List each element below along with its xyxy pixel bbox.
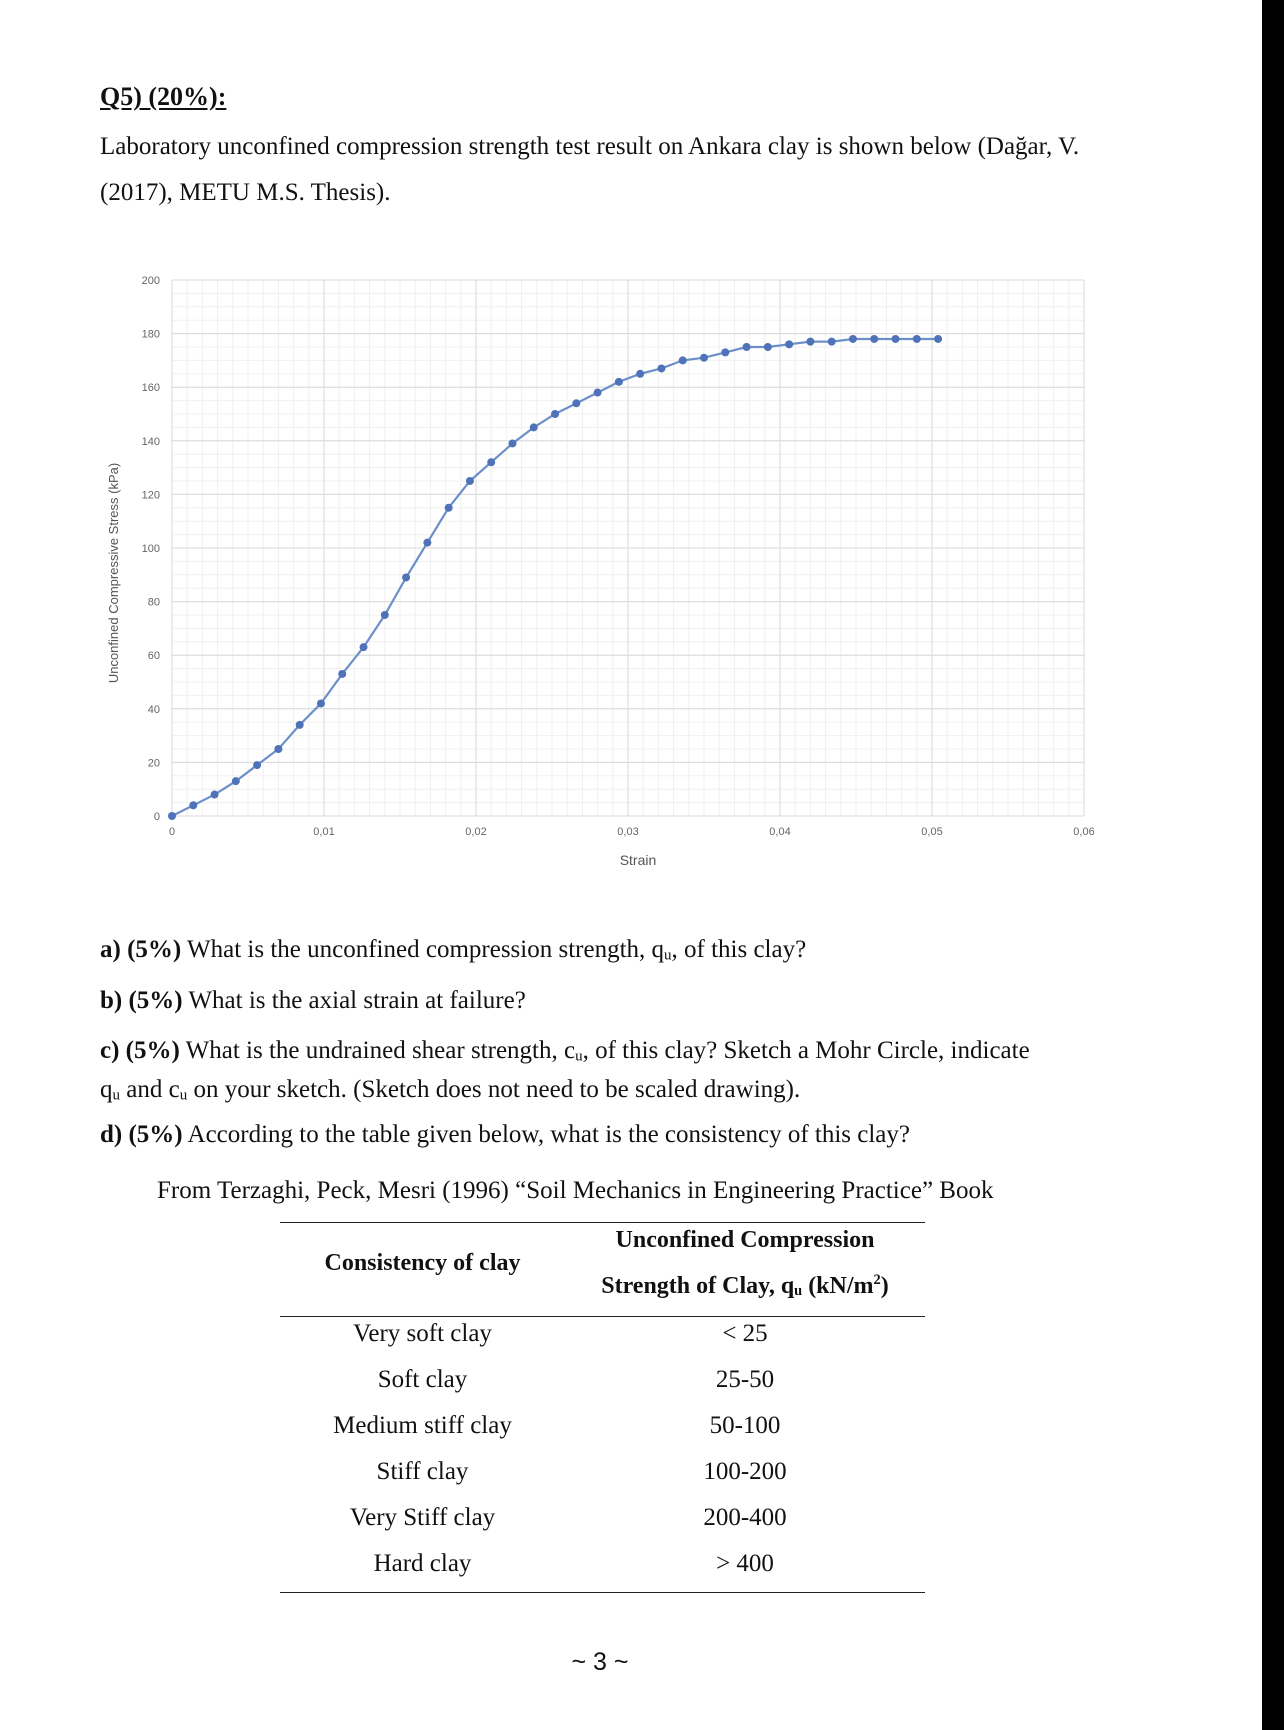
data-point xyxy=(657,364,665,372)
y-tick-label: 80 xyxy=(147,596,160,609)
table-cell-strength: < 25 xyxy=(722,1320,768,1347)
intro-paragraph: Laboratory unconfined compression strength test result on Ankara clay is shown below (Dağar, V. (2017), METU M.S. Thesis). xyxy=(100,133,1080,206)
question-c-q: q xyxy=(100,1076,113,1104)
question-c-label: c) (5%) xyxy=(100,1037,180,1064)
question-heading: Q5) (20%): xyxy=(100,82,227,111)
table-cell-strength: 25-50 xyxy=(715,1366,775,1393)
table-cell-consistency: Very Stiff clay xyxy=(349,1504,496,1531)
table-cell-consistency: Soft clay xyxy=(377,1366,468,1393)
data-point xyxy=(466,477,474,485)
table-header-qu-subscript: u xyxy=(794,1283,803,1300)
data-point xyxy=(870,335,878,343)
table-cell-strength: 200-400 xyxy=(703,1504,787,1531)
data-point xyxy=(594,389,602,397)
data-point xyxy=(274,745,282,753)
table-cell-consistency: Medium stiff clay xyxy=(333,1412,512,1439)
stress-strain-chart xyxy=(100,258,1110,878)
data-point xyxy=(360,643,368,651)
y-tick-label: 180 xyxy=(141,328,160,341)
data-point xyxy=(402,573,410,581)
data-point xyxy=(721,348,729,356)
data-point xyxy=(445,504,453,512)
y-tick-label: 140 xyxy=(141,435,160,448)
y-tick-label: 60 xyxy=(147,650,160,663)
table-header-strength-line2 xyxy=(565,1272,925,1300)
data-point xyxy=(381,611,389,619)
y-tick-label: 40 xyxy=(147,703,160,716)
table-top-rule xyxy=(280,1222,925,1223)
table-cell-strength: > 400 xyxy=(716,1550,774,1577)
question-b-label: b) (5%) xyxy=(100,987,183,1014)
data-point xyxy=(892,335,900,343)
table-header-consistency: Consistency of clay xyxy=(324,1250,521,1276)
question-c-text-2: , of this clay? Sketch a Mohr Circle, indicate xyxy=(582,1037,1030,1064)
question-d xyxy=(100,1118,1160,1152)
x-tick-label: 0,02 xyxy=(465,826,487,838)
data-point xyxy=(253,761,261,769)
data-point xyxy=(487,458,495,466)
x-tick-label: 0,03 xyxy=(617,826,639,838)
data-point xyxy=(743,343,751,351)
y-tick-label: 160 xyxy=(141,382,160,395)
data-point xyxy=(296,721,304,729)
cu-subscript-2: u xyxy=(179,1087,188,1104)
table-header-rule xyxy=(280,1316,925,1317)
table-cell-consistency: Very soft clay xyxy=(353,1320,492,1347)
x-tick-label: 0,04 xyxy=(769,826,791,838)
table-header-unit-superscript: 2 xyxy=(873,1272,881,1288)
x-tick-label: 0,06 xyxy=(1073,826,1095,838)
table-cell-consistency: Hard clay xyxy=(373,1550,472,1577)
question-c-and: and c xyxy=(120,1076,180,1104)
x-tick-label: 0,01 xyxy=(313,826,335,838)
table-bottom-rule xyxy=(280,1592,925,1593)
data-point xyxy=(636,370,644,378)
question-a-text: What is the unconfined compression strength, q xyxy=(181,936,665,963)
question-a-label: a) (5%) xyxy=(100,936,182,963)
right-edge-bar xyxy=(1262,0,1284,1730)
y-tick-label: 200 xyxy=(141,275,160,287)
table-cell-consistency: Stiff clay xyxy=(376,1458,469,1485)
table-header-unit: (kN/m xyxy=(802,1273,874,1299)
qu-subscript-2: u xyxy=(112,1087,120,1104)
data-point xyxy=(764,343,772,351)
data-point xyxy=(785,340,793,348)
data-point xyxy=(913,335,921,343)
chart-svg xyxy=(100,258,1110,878)
data-point xyxy=(508,439,516,447)
y-tick-label: 100 xyxy=(141,543,160,555)
data-point xyxy=(168,812,176,820)
cu-subscript: u xyxy=(575,1048,583,1065)
y-axis-label: Unconfined Compressive Stress (kPa) xyxy=(106,462,121,684)
qu-subscript: u xyxy=(664,947,672,964)
question-c-text: What is the undrained shear strength, c xyxy=(179,1037,576,1064)
table-cell-strength: 100-200 xyxy=(703,1458,787,1485)
question-c xyxy=(100,1034,1160,1113)
data-point xyxy=(679,356,687,364)
data-point xyxy=(551,410,559,418)
x-tick-label: 0,05 xyxy=(921,826,943,838)
table-cell-strength: 50-100 xyxy=(709,1412,781,1439)
y-tick-label: 20 xyxy=(147,757,160,770)
data-point xyxy=(189,801,197,809)
data-point xyxy=(232,777,240,785)
table-source-caption: From Terzaghi, Peck, Mesri (1996) “Soil Mechanics in Engineering Practice” Book xyxy=(157,1177,994,1204)
data-point xyxy=(934,335,942,343)
data-point xyxy=(530,423,538,431)
data-point xyxy=(317,699,325,707)
question-a-text-end: , of this clay? xyxy=(671,936,807,963)
y-tick-label: 0 xyxy=(153,811,160,823)
y-tick-label: 120 xyxy=(141,489,160,502)
x-axis-label: Strain xyxy=(619,852,657,868)
question-d-label: d) (5%) xyxy=(100,1121,183,1148)
question-d-text: According to the table given below, what is the consistency of this clay? xyxy=(182,1121,910,1148)
data-point xyxy=(849,335,857,343)
data-point xyxy=(423,539,431,547)
table-header-strength-text: Strength of Clay, q xyxy=(601,1273,795,1299)
data-point xyxy=(700,354,708,362)
data-point xyxy=(211,791,219,799)
data-point xyxy=(806,338,814,346)
data-point xyxy=(338,670,346,678)
page-number: ~ 3 ~ xyxy=(571,1648,629,1676)
data-point xyxy=(828,338,836,346)
data-point xyxy=(615,378,623,386)
data-point xyxy=(572,399,580,407)
question-a xyxy=(100,933,1160,972)
x-tick-label: 0 xyxy=(168,826,176,838)
question-b-text: What is the axial strain at failure? xyxy=(182,987,526,1014)
table-header-strength-line1: Unconfined Compression xyxy=(615,1227,875,1253)
table-header-unit-close: ) xyxy=(880,1273,889,1299)
question-c-text-end: on your sketch. (Sketch does not need to be scaled drawing). xyxy=(187,1076,801,1104)
question-b xyxy=(100,984,1160,1018)
